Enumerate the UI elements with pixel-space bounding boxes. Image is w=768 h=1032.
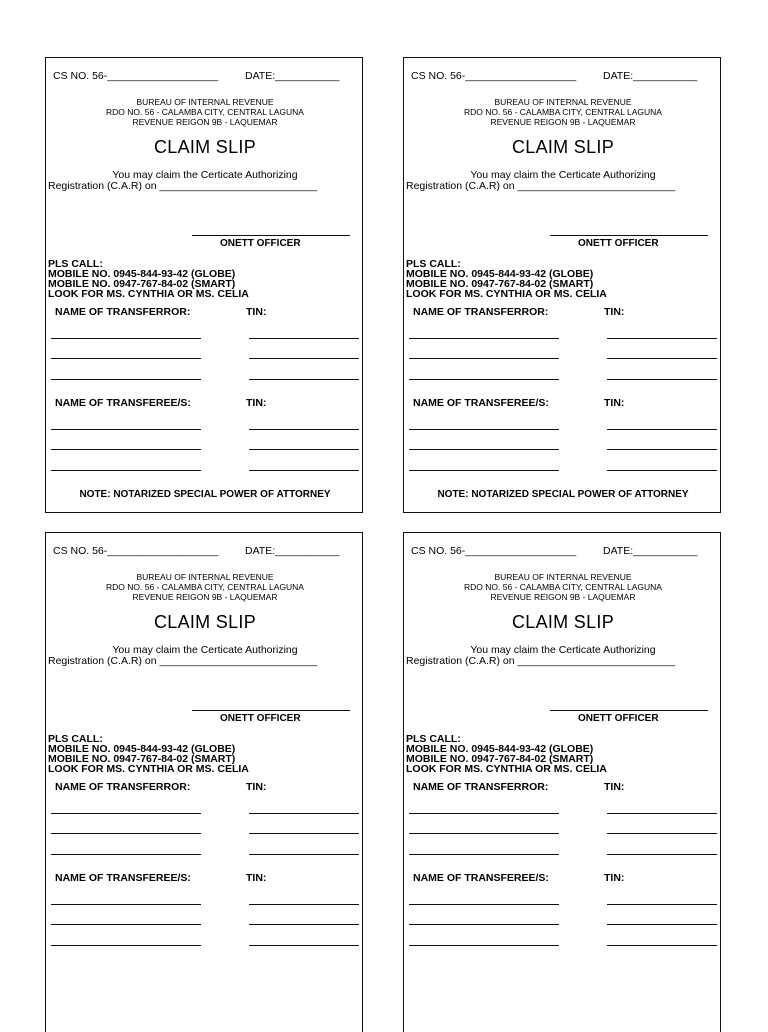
officer-label: ONETT OFFICER <box>578 713 659 724</box>
mobile-globe: MOBILE NO. 0945-844-93-42 (GLOBE) <box>48 268 236 280</box>
transferee-name-line[interactable] <box>409 945 559 946</box>
cs-number-label: CS NO. 56-___________________ <box>53 70 219 82</box>
transferee-tin-label: TIN: <box>604 397 625 409</box>
transferee-name-line[interactable] <box>409 904 559 905</box>
region-header: REVENUE REIGON 9B - LAQUEMAR <box>490 592 636 602</box>
mobile-smart: MOBILE NO. 0947-767-84-02 (SMART) <box>48 278 236 290</box>
transferor-tin-line[interactable] <box>607 338 717 339</box>
pls-call-label: PLS CALL: <box>48 258 103 270</box>
date-field-label: DATE:___________ <box>603 70 698 82</box>
transferee-tin-label: TIN: <box>604 872 625 884</box>
transferor-name-line[interactable] <box>409 358 559 359</box>
claim-text-line1: You may claim the Certicate Authorizing <box>112 169 298 181</box>
transferee-name-line[interactable] <box>51 449 201 450</box>
transferor-tin-label: TIN: <box>604 306 625 318</box>
transferor-name-line[interactable] <box>51 854 201 855</box>
transferor-tin-label: TIN: <box>604 781 625 793</box>
transferee-name-line[interactable] <box>409 924 559 925</box>
region-header: REVENUE REIGON 9B - LAQUEMAR <box>132 592 278 602</box>
claim-text-line2: Registration (C.A.R) on ___________________________ <box>406 655 676 667</box>
transferor-tin-line[interactable] <box>249 358 359 359</box>
transferee-tin-label: TIN: <box>246 397 267 409</box>
bureau-header: BUREAU OF INTERNAL REVENUE <box>136 97 274 107</box>
pls-call-label: PLS CALL: <box>406 258 461 270</box>
transferor-tin-line[interactable] <box>607 379 717 380</box>
transferor-label: NAME OF TRANSFERROR: <box>55 781 191 793</box>
bureau-header: BUREAU OF INTERNAL REVENUE <box>136 572 274 582</box>
transferee-tin-line[interactable] <box>249 904 359 905</box>
transferor-name-line[interactable] <box>409 813 559 814</box>
rdo-header: RDO NO. 56 - CALAMBA CITY, CENTRAL LAGUNA <box>464 107 662 117</box>
officer-label: ONETT OFFICER <box>220 238 301 249</box>
contact-persons: LOOK FOR MS. CYNTHIA OR MS. CELIA <box>48 763 249 775</box>
transferee-tin-line[interactable] <box>249 945 359 946</box>
bureau-header: BUREAU OF INTERNAL REVENUE <box>494 97 632 107</box>
transferee-tin-line[interactable] <box>249 470 359 471</box>
transferor-name-line[interactable] <box>409 833 559 834</box>
cs-number-label: CS NO. 56-___________________ <box>53 545 219 557</box>
claim-slip-bottom-left <box>45 532 363 1032</box>
transferor-tin-line[interactable] <box>249 813 359 814</box>
transferee-tin-line[interactable] <box>249 429 359 430</box>
transferor-label: NAME OF TRANSFERROR: <box>413 306 549 318</box>
transferee-tin-line[interactable] <box>249 924 359 925</box>
cs-number-field <box>411 545 698 557</box>
note-text: NOTE: NOTARIZED SPECIAL POWER OF ATTORNEY <box>79 489 331 500</box>
transferee-name-line[interactable] <box>51 945 201 946</box>
claim-text-line1: You may claim the Certicate Authorizing <box>112 644 298 656</box>
transferor-tin-line[interactable] <box>607 813 717 814</box>
rdo-header: RDO NO. 56 - CALAMBA CITY, CENTRAL LAGUNA <box>106 582 304 592</box>
transferor-label: NAME OF TRANSFERROR: <box>413 781 549 793</box>
signature-line <box>192 235 350 236</box>
officer-label: ONETT OFFICER <box>220 713 301 724</box>
signature-line <box>192 710 350 711</box>
transferor-tin-line[interactable] <box>249 833 359 834</box>
date-field-label: DATE:___________ <box>603 545 698 557</box>
region-header: REVENUE REIGON 9B - LAQUEMAR <box>132 117 278 127</box>
contact-persons: LOOK FOR MS. CYNTHIA OR MS. CELIA <box>406 288 607 300</box>
claim-text-line2: Registration (C.A.R) on ___________________________ <box>48 180 318 192</box>
transferor-name-line[interactable] <box>409 338 559 339</box>
claim-slip-bottom-right <box>403 532 721 1032</box>
mobile-globe: MOBILE NO. 0945-844-93-42 (GLOBE) <box>406 268 594 280</box>
transferor-tin-line[interactable] <box>607 358 717 359</box>
rdo-header: RDO NO. 56 - CALAMBA CITY, CENTRAL LAGUNA <box>464 582 662 592</box>
transferee-name-line[interactable] <box>409 429 559 430</box>
pls-call-label: PLS CALL: <box>48 733 103 745</box>
claim-slip-top-left <box>45 57 363 513</box>
transferee-tin-line[interactable] <box>607 945 717 946</box>
bureau-header: BUREAU OF INTERNAL REVENUE <box>494 572 632 582</box>
transferee-name-line[interactable] <box>51 924 201 925</box>
slip-title: CLAIM SLIP <box>511 612 615 632</box>
transferor-name-line[interactable] <box>51 358 201 359</box>
transferee-tin-line[interactable] <box>607 449 717 450</box>
rdo-header: RDO NO. 56 - CALAMBA CITY, CENTRAL LAGUNA <box>106 107 304 117</box>
claim-text-line2: Registration (C.A.R) on ___________________________ <box>406 180 676 192</box>
transferor-tin-label: TIN: <box>246 781 267 793</box>
pls-call-label: PLS CALL: <box>406 733 461 745</box>
transferor-tin-line[interactable] <box>249 854 359 855</box>
claim-text-line1: You may claim the Certicate Authorizing <box>470 169 656 181</box>
transferee-name-line[interactable] <box>51 470 201 471</box>
mobile-globe: MOBILE NO. 0945-844-93-42 (GLOBE) <box>48 743 236 755</box>
transferor-tin-line[interactable] <box>607 854 717 855</box>
contact-persons: LOOK FOR MS. CYNTHIA OR MS. CELIA <box>406 763 607 775</box>
slip-title: CLAIM SLIP <box>153 612 257 632</box>
transferee-label: NAME OF TRANSFEREE/S: <box>55 397 191 409</box>
transferee-tin-line[interactable] <box>607 904 717 905</box>
slip-title: CLAIM SLIP <box>511 137 615 157</box>
mobile-smart: MOBILE NO. 0947-767-84-02 (SMART) <box>406 753 594 765</box>
mobile-smart: MOBILE NO. 0947-767-84-02 (SMART) <box>406 278 594 290</box>
transferee-tin-line[interactable] <box>607 470 717 471</box>
transferee-tin-line[interactable] <box>249 449 359 450</box>
transferor-tin-line[interactable] <box>607 833 717 834</box>
transferor-label: NAME OF TRANSFERROR: <box>55 306 191 318</box>
signature-line <box>550 235 708 236</box>
transferee-name-line[interactable] <box>409 470 559 471</box>
signature-line <box>550 710 708 711</box>
cs-number-field <box>53 70 340 82</box>
transferor-name-line[interactable] <box>51 379 201 380</box>
claim-text-line2: Registration (C.A.R) on ___________________________ <box>48 655 318 667</box>
slip-title: CLAIM SLIP <box>153 137 257 157</box>
transferor-tin-line[interactable] <box>249 379 359 380</box>
transferor-name-line[interactable] <box>51 338 201 339</box>
transferor-name-line[interactable] <box>51 833 201 834</box>
cs-number-label: CS NO. 56-___________________ <box>411 545 577 557</box>
cs-number-field <box>411 70 698 82</box>
transferor-name-line[interactable] <box>51 813 201 814</box>
cs-number-field <box>53 545 340 557</box>
transferee-name-line[interactable] <box>51 904 201 905</box>
transferor-tin-label: TIN: <box>246 306 267 318</box>
transferee-label: NAME OF TRANSFEREE/S: <box>413 397 549 409</box>
date-field-label: DATE:___________ <box>245 545 340 557</box>
claim-slip-top-right <box>403 57 721 513</box>
note-text: NOTE: NOTARIZED SPECIAL POWER OF ATTORNEY <box>437 489 689 500</box>
claim-text-line1: You may claim the Certicate Authorizing <box>470 644 656 656</box>
cs-number-label: CS NO. 56-___________________ <box>411 70 577 82</box>
date-field-label: DATE:___________ <box>245 70 340 82</box>
transferor-tin-line[interactable] <box>249 338 359 339</box>
transferee-name-line[interactable] <box>409 449 559 450</box>
transferee-tin-label: TIN: <box>246 872 267 884</box>
transferee-label: NAME OF TRANSFEREE/S: <box>55 872 191 884</box>
mobile-globe: MOBILE NO. 0945-844-93-42 (GLOBE) <box>406 743 594 755</box>
contact-persons: LOOK FOR MS. CYNTHIA OR MS. CELIA <box>48 288 249 300</box>
transferor-name-line[interactable] <box>409 854 559 855</box>
transferor-name-line[interactable] <box>409 379 559 380</box>
transferee-name-line[interactable] <box>51 429 201 430</box>
mobile-smart: MOBILE NO. 0947-767-84-02 (SMART) <box>48 753 236 765</box>
region-header: REVENUE REIGON 9B - LAQUEMAR <box>490 117 636 127</box>
officer-label: ONETT OFFICER <box>578 238 659 249</box>
transferee-label: NAME OF TRANSFEREE/S: <box>413 872 549 884</box>
transferee-tin-line[interactable] <box>607 429 717 430</box>
transferee-tin-line[interactable] <box>607 924 717 925</box>
